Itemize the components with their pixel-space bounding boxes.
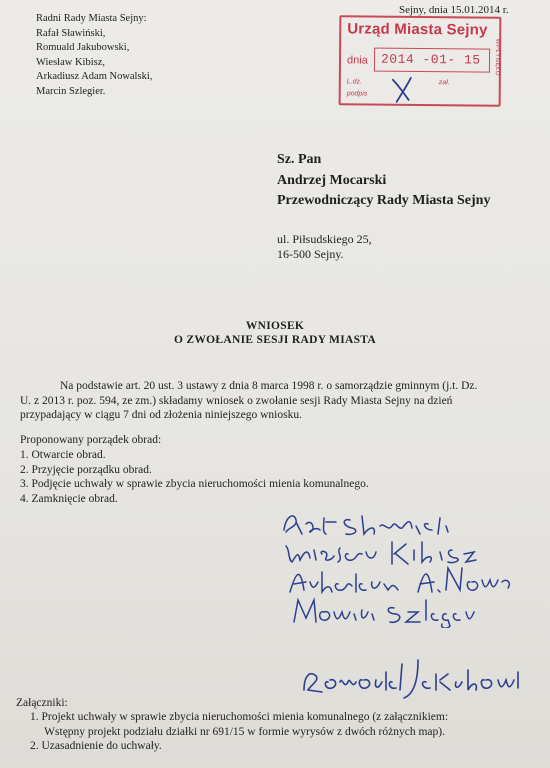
date-line: Sejny, dnia 15.01.2014 r.: [399, 4, 509, 16]
agenda-item: 4. Zamknięcie obrad.: [20, 493, 118, 506]
attachment-item: 1. Projekt uchwały w sprawie zbycia nieruchomości mienia komunalnego (z załącznikiem:: [30, 711, 449, 723]
recipient-block: [277, 150, 490, 212]
document-subtitle: O ZWOŁANIE SESJI RADY MIASTA: [173, 334, 377, 346]
address-line: ul. Piłsudskiego 25,: [277, 232, 372, 246]
senders-block: [36, 12, 152, 99]
body-paragraph: [20, 379, 532, 423]
paragraph-line: Na podstawie art. 20 ust. 3 ustawy z dnia 8 marca 1998 r. o samorządzie gminnym (j.t. Dz.: [60, 380, 478, 392]
sender-line: Wiesław Kibisz,: [36, 56, 105, 68]
agenda-list: [20, 433, 369, 507]
recipient-address: [277, 232, 372, 262]
stamp-dnia-label: dnia: [346, 54, 368, 67]
attachment-item: 2. Uzasadnienie do uchwały.: [30, 740, 162, 752]
stamp-zal-label: zał.: [438, 79, 450, 87]
signature-romuald-jakubowski: [300, 650, 530, 702]
stamp-ldz-label: L.dz.: [346, 78, 363, 86]
recipient-line: Przewodniczący Rady Miasta Sejny: [277, 193, 491, 208]
attachments-list: [30, 710, 448, 754]
stamp-date: 2014 -01- 15: [380, 51, 481, 68]
recipient-line: Sz. Pan: [277, 152, 322, 167]
sender-line: Romuald Jakubowski,: [36, 42, 130, 53]
agenda-heading: Proponowany porządek obrad:: [20, 434, 162, 446]
sender-line: Arkadiusz Adam Nowalski,: [36, 71, 153, 82]
stamp-side-text: WPŁYNĘŁO: [493, 38, 501, 77]
agenda-item: 2. Przyjęcie porządku obrad.: [20, 463, 152, 476]
agenda-item: 3. Podjęcie uchwały w sprawie zbycia nieruchomości mienia komunalnego.: [20, 478, 369, 491]
address-line: 16-500 Sejny.: [277, 247, 344, 261]
stamp-title: Urząd Miasta Sejny: [347, 20, 488, 39]
attachments-heading: Załączniki:: [16, 697, 68, 709]
agenda-item: 1. Otwarcie obrad.: [20, 448, 106, 461]
paragraph-line: przypadający w ciągu 7 dni od złożenia niniejszego wniosku.: [20, 409, 302, 421]
stamp-initials-signature: [389, 74, 419, 104]
recipient-line: Andrzej Mocarski: [277, 172, 387, 188]
stamp-date-box: [374, 48, 490, 73]
attachment-item: Wstępny projekt podziału działki nr 691/15 w formie wyrysów z dwóch różnych map).: [30, 725, 445, 738]
registry-stamp: [339, 15, 502, 106]
document-title: WNIOSEK: [245, 320, 305, 332]
paragraph-line: U. z 2013 r. poz. 594, ze zm.) składamy wniosek o zwołanie sesji Rady Miasta Sejny na dzień: [20, 394, 453, 407]
sender-line: Radni Rady Miasta Sejny:: [36, 13, 147, 24]
signature-marcin-szlegier: [290, 594, 490, 628]
sender-line: Rafał Sławiński,: [36, 27, 106, 39]
sender-line: Marcin Szlegier.: [36, 85, 106, 97]
stamp-podpis-label: podpis: [346, 90, 368, 98]
